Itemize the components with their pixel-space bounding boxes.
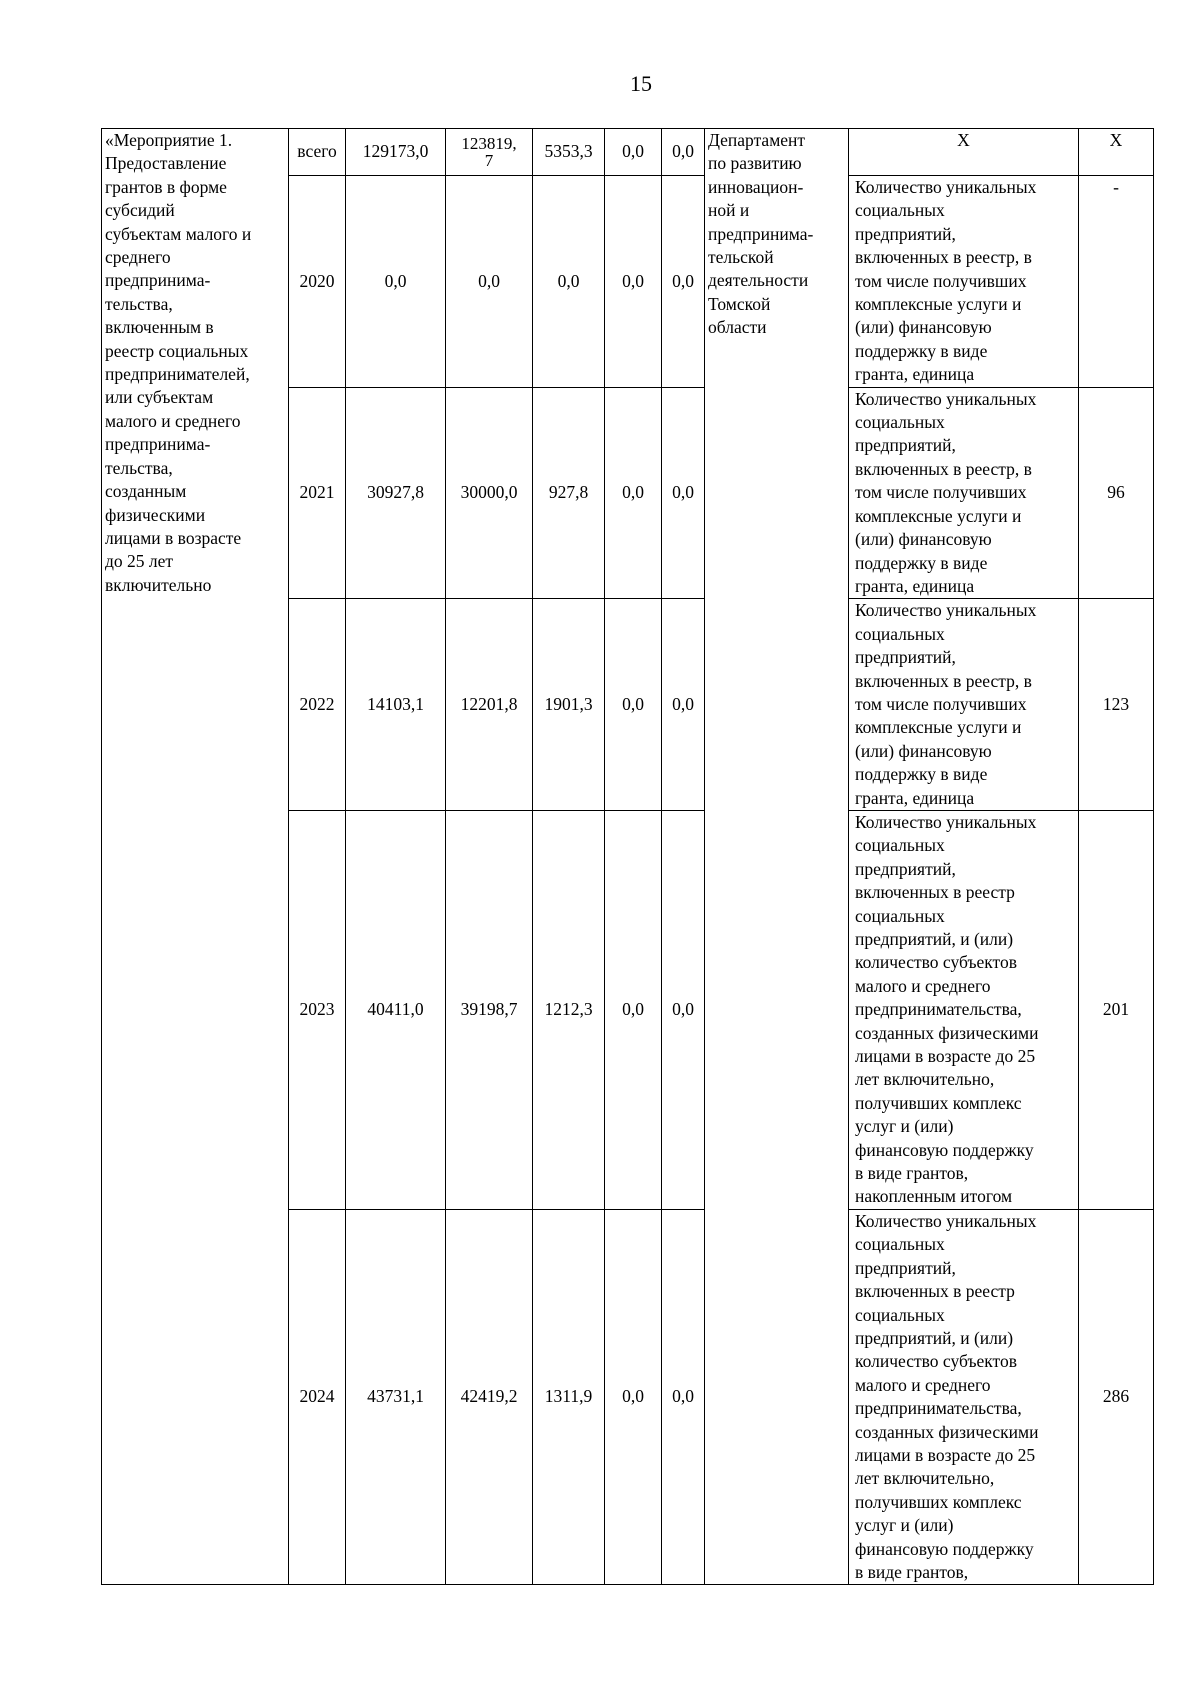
indicator-line: поддержку в виде [855,764,988,785]
measure-name-line: предпринима- [105,434,211,455]
indicator-line: Количество уникальных [855,600,1037,621]
period-cell: 2020 [289,176,346,388]
department-line: по развитию [708,153,802,174]
department-name [708,129,845,340]
indicator-line: комплексные услуги и [855,505,1022,526]
indicator-cell [849,810,1079,1209]
indicator-line: предприятий, [855,435,956,456]
indicator-line: Количество уникальных [855,1210,1037,1231]
indicator-line: лицами в возрасте до 25 [855,1046,1036,1067]
department-line: тельской [708,247,774,268]
department-line: Департамент [708,130,806,150]
indicator-line: поддержку в виде [855,340,988,361]
measure-name-line: субсидий [105,200,175,221]
total-cell: 40411,0 [346,810,446,1209]
indicator-line: социальных [855,1234,945,1255]
indicator-line: том числе получивших [855,482,1027,503]
indicator-cell [849,1209,1079,1585]
indicator-line: лет включительно, [855,1468,995,1489]
indicator-line: комплексные услуги и [855,294,1022,315]
indicator-line: социальных [855,835,945,856]
indicator-cell [849,599,1079,811]
value-cell: 1901,3 [533,599,605,811]
target-cell: 286 [1079,1209,1154,1585]
value-cell: 0,0 [605,387,662,599]
value-cell: 1212,3 [533,810,605,1209]
target-cell: 201 [1079,810,1154,1209]
indicator-line: включенных в реестр, в [855,458,1032,479]
indicator-line: малого и среднего [855,975,991,996]
measure-name-line: включительно [105,574,212,595]
measure-name-line: тельства, [105,457,173,478]
indicator-line: социальных [855,1304,945,1325]
indicator-line: предприятий, и (или) [855,929,1014,949]
measure-name-line: среднего [105,247,171,268]
indicator-line: (или) финансовую [855,529,992,550]
indicator-line: услуг и (или) [855,1116,954,1137]
value-cell: 0,0 [533,176,605,388]
indicator-line: Количество уникальных [855,177,1037,197]
indicator-line: количество субъектов [855,952,1017,973]
page-number: 15 [630,71,652,96]
value-cell: 0,0 [662,387,705,599]
indicator-line: предприятий, [855,1257,956,1278]
period-cell: 2024 [289,1209,346,1585]
indicator-line: в виде грантов, [855,1163,969,1184]
measure-name-line: до 25 лет [105,551,174,572]
measure-name-line: «Мероприятие 1. [105,130,233,150]
indicator-line: созданных физическими [855,1022,1039,1043]
indicator-line: финансовую поддержку [855,1538,1034,1559]
measure-name-line: Предоставление [105,153,227,174]
indicator-line: накопленным итогом [855,1186,1013,1207]
target-cell: 123 [1079,599,1154,811]
value-cell: 12201,8 [446,599,533,811]
indicator-line: включенных в реестр, в [855,247,1032,268]
indicator-line: малого и среднего [855,1374,991,1395]
indicator-line: комплексные услуги и [855,717,1022,738]
measure-name-line: физическими [105,504,206,525]
department-cell [705,129,849,1585]
measure-name-line: включенным в [105,317,214,338]
measure-name [105,129,285,597]
value-cell: 39198,7 [446,810,533,1209]
indicator-line: Количество уникальных [855,811,1037,832]
indicator-cell [849,129,1079,176]
indicator-line: включенных в реестр [855,882,1015,903]
value-cell: 0,0 [662,176,705,388]
value-line: 7 [484,151,494,170]
indicator-line: социальных [855,623,945,644]
indicator-line: лет включительно, [855,1069,995,1090]
indicator-line: гранта, единица [855,364,975,385]
total-cell: 0,0 [346,176,446,388]
indicator-line: предпринимательства, [855,1398,1022,1419]
measure-name-line: лицами в возрасте [105,527,242,548]
indicator-line: (или) финансовую [855,740,992,761]
indicator-line: Количество уникальных [855,388,1037,409]
indicator-line: том числе получивших [855,693,1027,714]
measure-name-line: малого и среднего [105,410,241,431]
value-cell: 0,0 [662,1209,705,1585]
measure-name-line: реестр социальных [105,340,249,361]
indicator-line: том числе получивших [855,270,1027,291]
indicator-line: получивших комплекс [855,1092,1022,1113]
total-cell: 14103,1 [346,599,446,811]
value-cell: 927,8 [533,387,605,599]
indicator-line: предприятий, [855,647,956,668]
indicator-line: (или) финансовую [855,317,992,338]
indicator-line: Х [957,130,970,150]
indicator-line: социальных [855,200,945,221]
indicator-line: поддержку в виде [855,552,988,573]
value-cell [446,129,533,176]
indicator-line: услуг и (или) [855,1515,954,1536]
value-cell: 0,0 [605,810,662,1209]
indicator-line: предприятий, [855,223,956,244]
measure-table [101,128,1154,1585]
value-cell: 5353,3 [533,129,605,176]
measure-name-line: предпринимателей, [105,364,250,385]
department-line: Томской [708,293,771,314]
value-cell: 30000,0 [446,387,533,599]
indicator-line: предприятий, [855,858,956,879]
value-cell: 0,0 [446,176,533,388]
value-cell: 0,0 [605,599,662,811]
period-cell: 2023 [289,810,346,1209]
indicator-line: получивших комплекс [855,1491,1022,1512]
indicator-line: гранта, единица [855,575,975,596]
measure-name-line: тельства, [105,293,173,314]
indicator-line: в виде грантов, [855,1561,969,1582]
measure-name-cell [102,129,289,1585]
department-line: предпринима- [708,223,814,244]
measure-name-line: субъектам малого и [105,223,252,244]
period-cell: всего [289,129,346,176]
value-cell: 0,0 [605,176,662,388]
target-cell: Х [1079,129,1154,176]
indicator-line: включенных в реестр, в [855,670,1032,691]
target-cell: - [1079,176,1154,388]
value-cell: 0,0 [605,1209,662,1585]
indicator-line: предприятий, и (или) [855,1327,1014,1348]
department-line: ной и [708,200,750,221]
indicator-cell [849,387,1079,599]
period-cell: 2022 [289,599,346,811]
value-cell: 0,0 [662,129,705,176]
total-cell: 43731,1 [346,1209,446,1585]
value-cell: 42419,2 [446,1209,533,1585]
department-line: инновацион- [708,176,804,197]
measure-name-line: или субъектам [105,387,214,408]
measure-name-line: грантов в форме [105,176,227,197]
indicator-line: социальных [855,905,945,926]
value-cell: 0,0 [662,810,705,1209]
indicator-line: предпринимательства, [855,999,1022,1020]
total-cell: 30927,8 [346,387,446,599]
value-cell: 0,0 [605,129,662,176]
indicator-line: социальных [855,412,945,433]
value-line: 123819, [461,134,517,153]
indicator-cell [849,176,1079,388]
table-row-total [102,129,1154,176]
department-line: деятельности [708,270,809,291]
measure-name-line: предпринима- [105,270,211,291]
total-cell: 129173,0 [346,129,446,176]
period-cell: 2021 [289,387,346,599]
indicator-line: гранта, единица [855,787,975,808]
target-cell: 96 [1079,387,1154,599]
measure-name-line: созданным [105,481,187,502]
department-line: области [708,317,767,338]
indicator-line: количество субъектов [855,1351,1017,1372]
indicator-line: созданных физическими [855,1421,1039,1442]
value-cell: 1311,9 [533,1209,605,1585]
indicator-line: финансовую поддержку [855,1139,1034,1160]
indicator-line: лицами в возрасте до 25 [855,1444,1036,1465]
value-cell: 0,0 [662,599,705,811]
indicator-line: включенных в реестр [855,1281,1015,1302]
